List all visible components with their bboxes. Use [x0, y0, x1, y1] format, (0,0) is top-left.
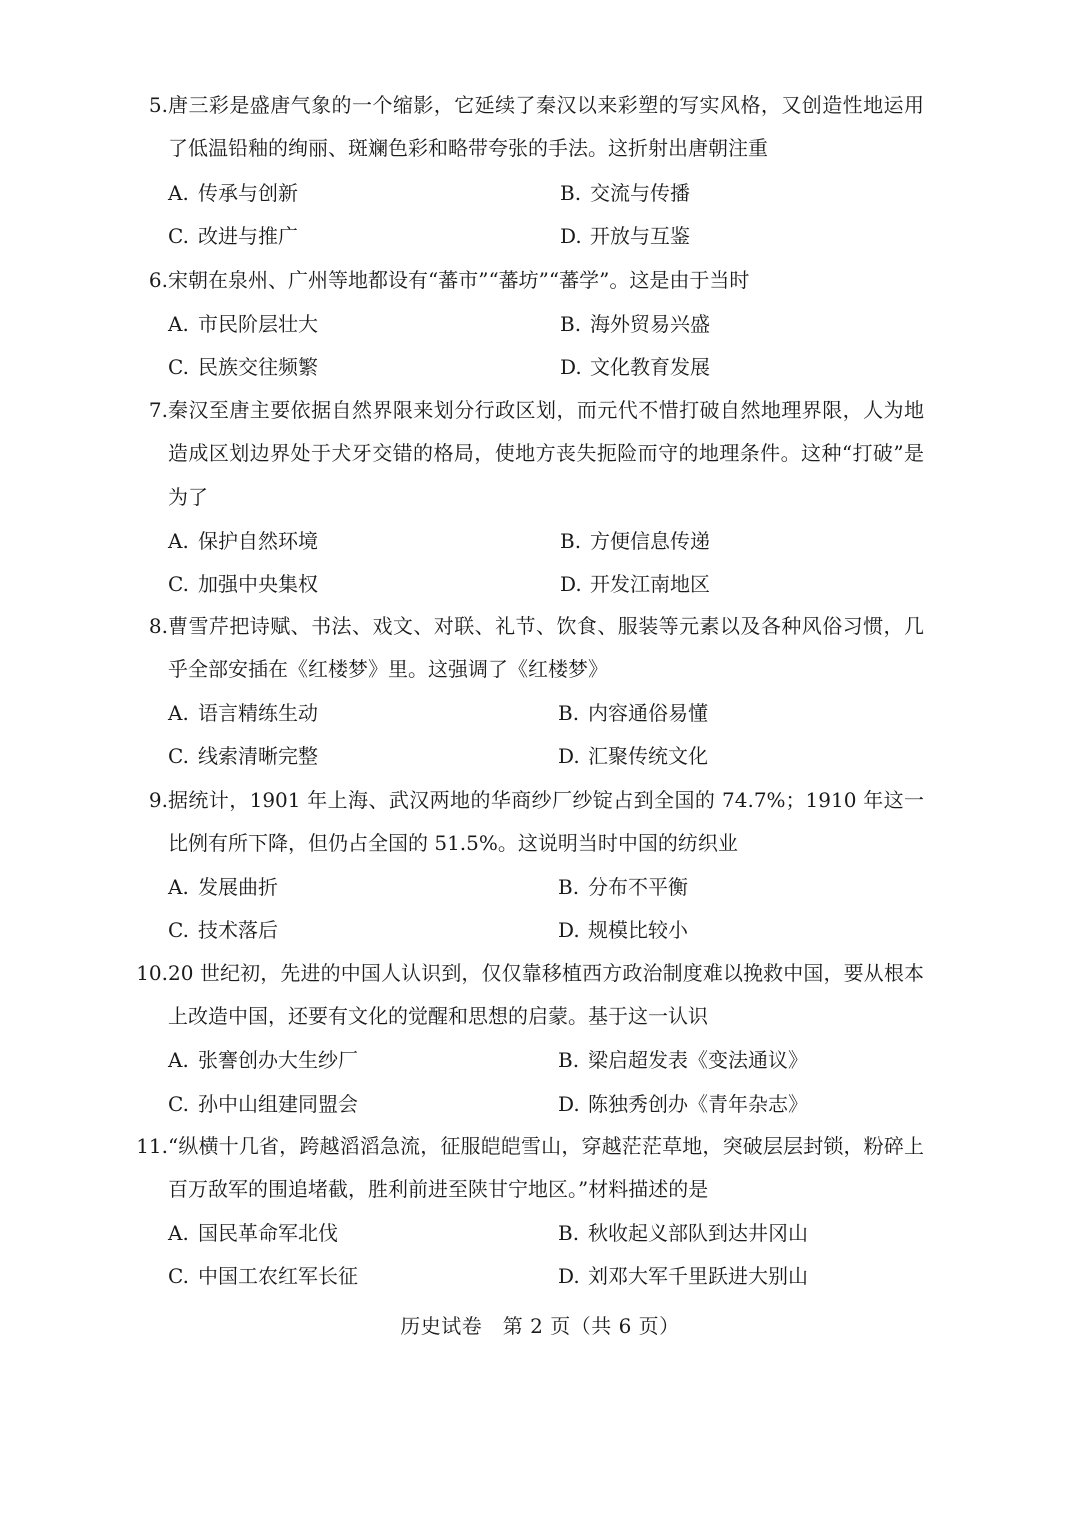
option-d [558, 909, 688, 952]
option-text: 市民阶层壮大 [198, 312, 318, 336]
option-b [560, 303, 710, 346]
option-c [168, 346, 318, 389]
option-text: 语言精练生动 [198, 701, 318, 725]
question-10 [128, 952, 928, 1127]
option-b [558, 692, 708, 735]
option-text: 张謇创办大生纱厂 [198, 1048, 358, 1072]
option-text: 保护自然环境 [198, 529, 318, 553]
question-stem: 20 世纪初，先进的中国人认识到，仅仅靠移植西方政治制度难以挽救中国，要从根本上改造中国，还要有文化的觉醒和思想的启蒙。基于这一认识 [168, 961, 924, 1029]
option-b [558, 866, 688, 909]
question-9 [128, 779, 928, 954]
option-text: 梁启超发表《变法通议》 [588, 1048, 808, 1072]
option-text: 刘邓大军千里跃进大别山 [588, 1264, 808, 1288]
option-letter: C. [168, 1092, 189, 1116]
option-text: 秋收起义部队到达井冈山 [588, 1221, 808, 1245]
option-letter: C. [168, 744, 189, 768]
option-letter: A. [168, 1048, 189, 1072]
option-letter: C. [168, 224, 189, 248]
option-c [168, 215, 298, 258]
option-text: 交流与传播 [590, 181, 690, 205]
option-text: 加强中央集权 [198, 572, 318, 596]
question-7 [128, 389, 928, 607]
option-letter: A. [168, 875, 189, 899]
question-5 [128, 84, 928, 259]
option-b [558, 1212, 808, 1255]
question-number: 10. [136, 961, 168, 985]
question-number: 9. [148, 788, 168, 812]
option-c [168, 1083, 358, 1126]
option-a [168, 520, 318, 563]
question-number: 11. [136, 1134, 168, 1158]
option-c [168, 563, 318, 606]
option-letter: A. [168, 1221, 189, 1245]
option-letter: C. [168, 1264, 189, 1288]
option-letter: B. [560, 529, 582, 553]
question-6 [128, 259, 928, 389]
question-stem: 唐三彩是盛唐气象的一个缩影，它延续了秦汉以来彩塑的写实风格，又创造性地运用了低温铅釉的绚丽、斑斓色彩和略带夸张的手法。这折射出唐朝注重 [168, 93, 924, 161]
option-text: 规模比较小 [588, 918, 688, 942]
option-letter: D. [560, 224, 582, 248]
question-stem: “纵横十几省，跨越滔滔急流，征服皑皑雪山，穿越茫茫草地，突破层层封锁，粉碎上百万敌军的围追堵截，胜利前进至陕甘宁地区。”材料描述的是 [168, 1134, 924, 1202]
page-footer: 历史试卷 第 2 页（共 6 页） [400, 1314, 680, 1338]
option-a [168, 1212, 338, 1255]
option-b [558, 1039, 808, 1082]
option-c [168, 909, 278, 952]
option-b [560, 520, 710, 563]
option-text: 线索清晰完整 [198, 744, 318, 768]
option-letter: B. [560, 181, 582, 205]
option-d [560, 563, 710, 606]
option-text: 传承与创新 [198, 181, 298, 205]
option-text: 陈独秀创办《青年杂志》 [588, 1092, 808, 1116]
option-text: 内容通俗易懂 [588, 701, 708, 725]
option-text: 开发江南地区 [590, 572, 710, 596]
question-number: 7. [148, 398, 168, 422]
option-text: 方便信息传递 [590, 529, 710, 553]
option-letter: C. [168, 355, 189, 379]
option-text: 改进与推广 [198, 224, 298, 248]
option-letter: A. [168, 181, 189, 205]
question-number: 5. [148, 93, 168, 117]
question-11 [128, 1125, 928, 1300]
option-text: 孙中山组建同盟会 [198, 1092, 358, 1116]
option-a [168, 866, 278, 909]
option-text: 开放与互鉴 [590, 224, 690, 248]
option-d [560, 346, 710, 389]
option-letter: D. [558, 918, 580, 942]
option-letter: B. [558, 875, 580, 899]
option-text: 中国工农红军长征 [198, 1264, 358, 1288]
question-stem: 秦汉至唐主要依据自然界限来划分行政区划，而元代不惜打破自然地理界限，人为地造成区划边界处于犬牙交错的格局，使地方丧失扼险而守的地理条件。这种“打破”是为了 [168, 398, 924, 509]
option-letter: B. [560, 312, 582, 336]
option-letter: A. [168, 701, 189, 725]
option-a [168, 172, 298, 215]
option-text: 发展曲折 [198, 875, 278, 899]
question-stem: 据统计，1901 年上海、武汉两地的华商纱厂纱锭占到全国的 74.7%；1910 年这一比例有所下降，但仍占全国的 51.5%。这说明当时中国的纺织业 [168, 788, 924, 856]
option-letter: B. [558, 1048, 580, 1072]
option-letter: D. [560, 572, 582, 596]
option-c [168, 1255, 358, 1298]
option-c [168, 735, 318, 778]
question-8 [128, 605, 928, 780]
question-stem: 宋朝在泉州、广州等地都设有“蕃市”“蕃坊”“蕃学”。这是由于当时 [168, 268, 750, 292]
option-letter: C. [168, 572, 189, 596]
option-text: 技术落后 [198, 918, 278, 942]
option-a [168, 692, 318, 735]
option-text: 海外贸易兴盛 [590, 312, 710, 336]
question-stem: 曹雪芹把诗赋、书法、戏文、对联、礼节、饮食、服装等元素以及各种风俗习惯，几乎全部安插在《红楼梦》里。这强调了《红楼梦》 [168, 614, 924, 682]
question-number: 8. [148, 614, 168, 638]
option-b [560, 172, 690, 215]
option-d [558, 1083, 808, 1126]
option-letter: D. [558, 744, 580, 768]
option-letter: B. [558, 701, 580, 725]
option-d [560, 215, 690, 258]
option-a [168, 1039, 358, 1082]
option-letter: D. [558, 1264, 580, 1288]
question-number: 6. [148, 268, 168, 292]
option-letter: A. [168, 529, 189, 553]
option-text: 国民革命军北伐 [198, 1221, 338, 1245]
option-text: 分布不平衡 [588, 875, 688, 899]
option-letter: A. [168, 312, 189, 336]
option-letter: D. [558, 1092, 580, 1116]
option-letter: C. [168, 918, 189, 942]
option-d [558, 735, 708, 778]
option-a [168, 303, 318, 346]
option-letter: B. [558, 1221, 580, 1245]
option-text: 民族交往频繁 [198, 355, 318, 379]
option-letter: D. [560, 355, 582, 379]
option-d [558, 1255, 808, 1298]
option-text: 文化教育发展 [590, 355, 710, 379]
option-text: 汇聚传统文化 [588, 744, 708, 768]
